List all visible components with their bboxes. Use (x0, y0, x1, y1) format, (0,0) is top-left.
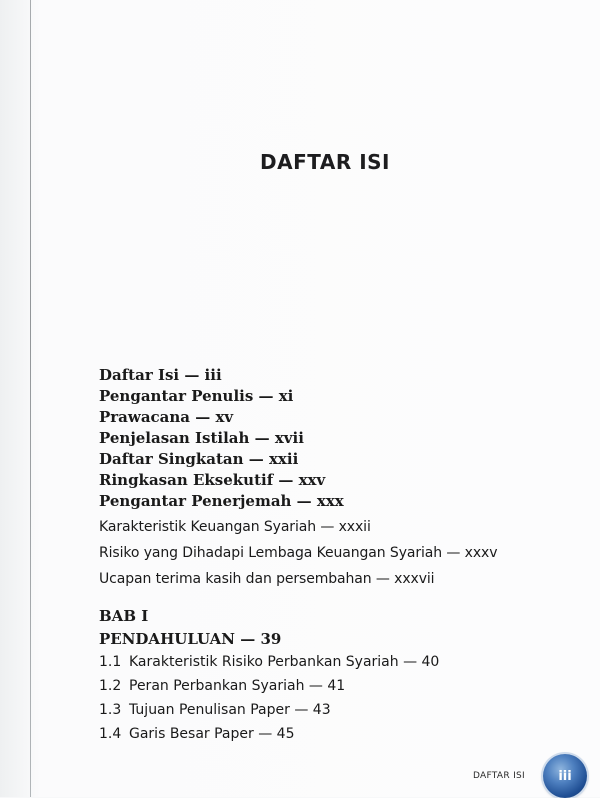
page-number-badge (543, 754, 587, 798)
section-entry (99, 722, 569, 746)
section-number: 1.1 (99, 654, 122, 670)
section-entry (99, 674, 569, 698)
running-footer-label: DAFTAR ISI (472, 771, 525, 781)
section-entry (99, 650, 569, 674)
page-title: DAFTAR ISI (260, 150, 390, 174)
toc-entry-ucapan-terima-kasih: Ucapan terima kasih dan persembahan — xxxvii (99, 571, 435, 587)
section-text: Peran Perbankan Syariah — 41 (129, 678, 346, 694)
section-number: 1.3 (99, 702, 122, 718)
toc-entry-prawacana: Prawacana — xv (99, 408, 234, 426)
chapter-title: PENDAHULUAN — 39 (99, 630, 282, 648)
table-of-contents (99, 365, 569, 746)
toc-entry-penjelasan-istilah: Penjelasan Istilah — xvii (99, 429, 304, 447)
section-text: Karakteristik Risiko Perbankan Syariah — 40 (129, 654, 440, 670)
chapter-label: BAB I (99, 607, 149, 625)
toc-entry-karakteristik-keuangan: Karakteristik Keuangan Syariah — xxxii (99, 519, 371, 535)
section-number: 1.2 (99, 678, 122, 694)
section-text: Tujuan Penulisan Paper — 43 (129, 702, 331, 718)
section-text: Garis Besar Paper — 45 (129, 726, 295, 742)
toc-entry-daftar-singkatan: Daftar Singkatan — xxii (99, 450, 299, 468)
toc-entry-daftar-isi: Daftar Isi — iii (99, 366, 222, 384)
page-number: iii (558, 768, 572, 784)
toc-entry-ringkasan-eksekutif: Ringkasan Eksekutif — xxv (99, 471, 326, 489)
toc-entry-risiko: Risiko yang Dihadapi Lembaga Keuangan Syariah — xxxv (99, 545, 498, 561)
section-entry (99, 698, 569, 722)
toc-entry-pengantar-penulis: Pengantar Penulis — xi (99, 387, 294, 405)
page-binding-edge (30, 0, 31, 797)
toc-entry-pengantar-penerjemah: Pengantar Penerjemah — xxx (99, 492, 344, 510)
section-number: 1.4 (99, 726, 122, 742)
